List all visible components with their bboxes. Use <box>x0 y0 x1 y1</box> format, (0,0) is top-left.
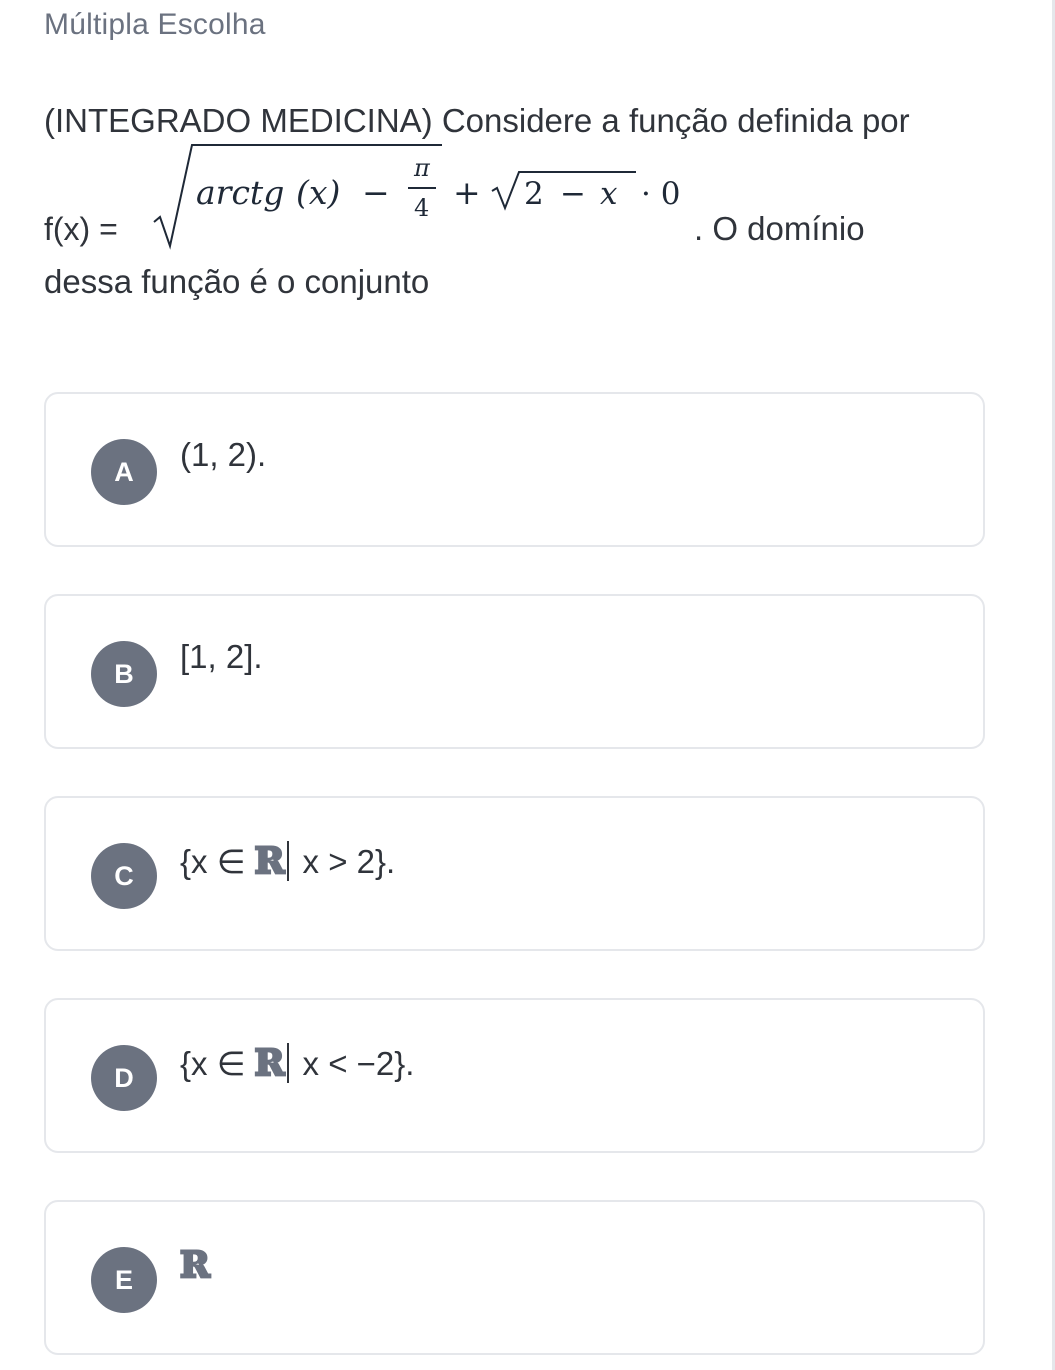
option-text <box>180 1042 414 1084</box>
option-b[interactable] <box>44 594 985 749</box>
set-open: {x ∈ <box>180 1045 246 1082</box>
function-formula <box>148 144 693 259</box>
option-c[interactable] <box>44 796 985 951</box>
such-that-bar <box>287 1043 289 1083</box>
reals-symbol: ℝ <box>180 1244 210 1286</box>
formula-pi: π <box>414 154 430 182</box>
question-intro: (INTEGRADO MEDICINA) Considere a função definida por <box>44 102 910 139</box>
reals-symbol: ℝ <box>254 1042 285 1084</box>
option-text <box>180 840 395 882</box>
option-e[interactable] <box>44 1200 985 1355</box>
option-text: [1, 2]. <box>180 638 263 675</box>
formula-two: 2 <box>524 176 544 212</box>
set-condition: x < −2}. <box>302 1045 415 1082</box>
option-letter-badge: A <box>91 439 157 505</box>
option-a[interactable] <box>44 392 985 547</box>
question-statement <box>44 98 964 305</box>
option-letter-badge: B <box>91 641 157 707</box>
formula-arctg: arctg <box>196 173 285 212</box>
option-letter-badge: E <box>91 1247 157 1313</box>
domain-tail-text: . O domínio <box>694 210 865 247</box>
reals-symbol: ℝ <box>254 840 285 882</box>
set-open: {x ∈ <box>180 843 246 880</box>
option-text: (1, 2). <box>180 436 267 473</box>
option-d[interactable] <box>44 998 985 1153</box>
formula-x: x <box>600 176 618 212</box>
set-condition: x > 2}. <box>302 843 396 880</box>
formula-plus: + <box>453 173 481 212</box>
function-label: f(x) = <box>44 211 118 247</box>
formula-paren-x: (x) <box>296 173 341 212</box>
formula-minus: − <box>362 173 390 212</box>
option-letter-badge: D <box>91 1045 157 1111</box>
option-text <box>180 1244 210 1286</box>
such-that-bar <box>287 841 289 881</box>
formula-four: 4 <box>414 194 430 222</box>
formula-line <box>44 144 964 259</box>
formula-dot-zero: · 0 <box>641 176 681 212</box>
option-letter-badge: C <box>91 843 157 909</box>
formula-minus-2: − <box>560 176 586 212</box>
question-closing: dessa função é o conjunto <box>44 263 430 300</box>
question-type-label: Múltipla Escolha <box>44 8 266 41</box>
